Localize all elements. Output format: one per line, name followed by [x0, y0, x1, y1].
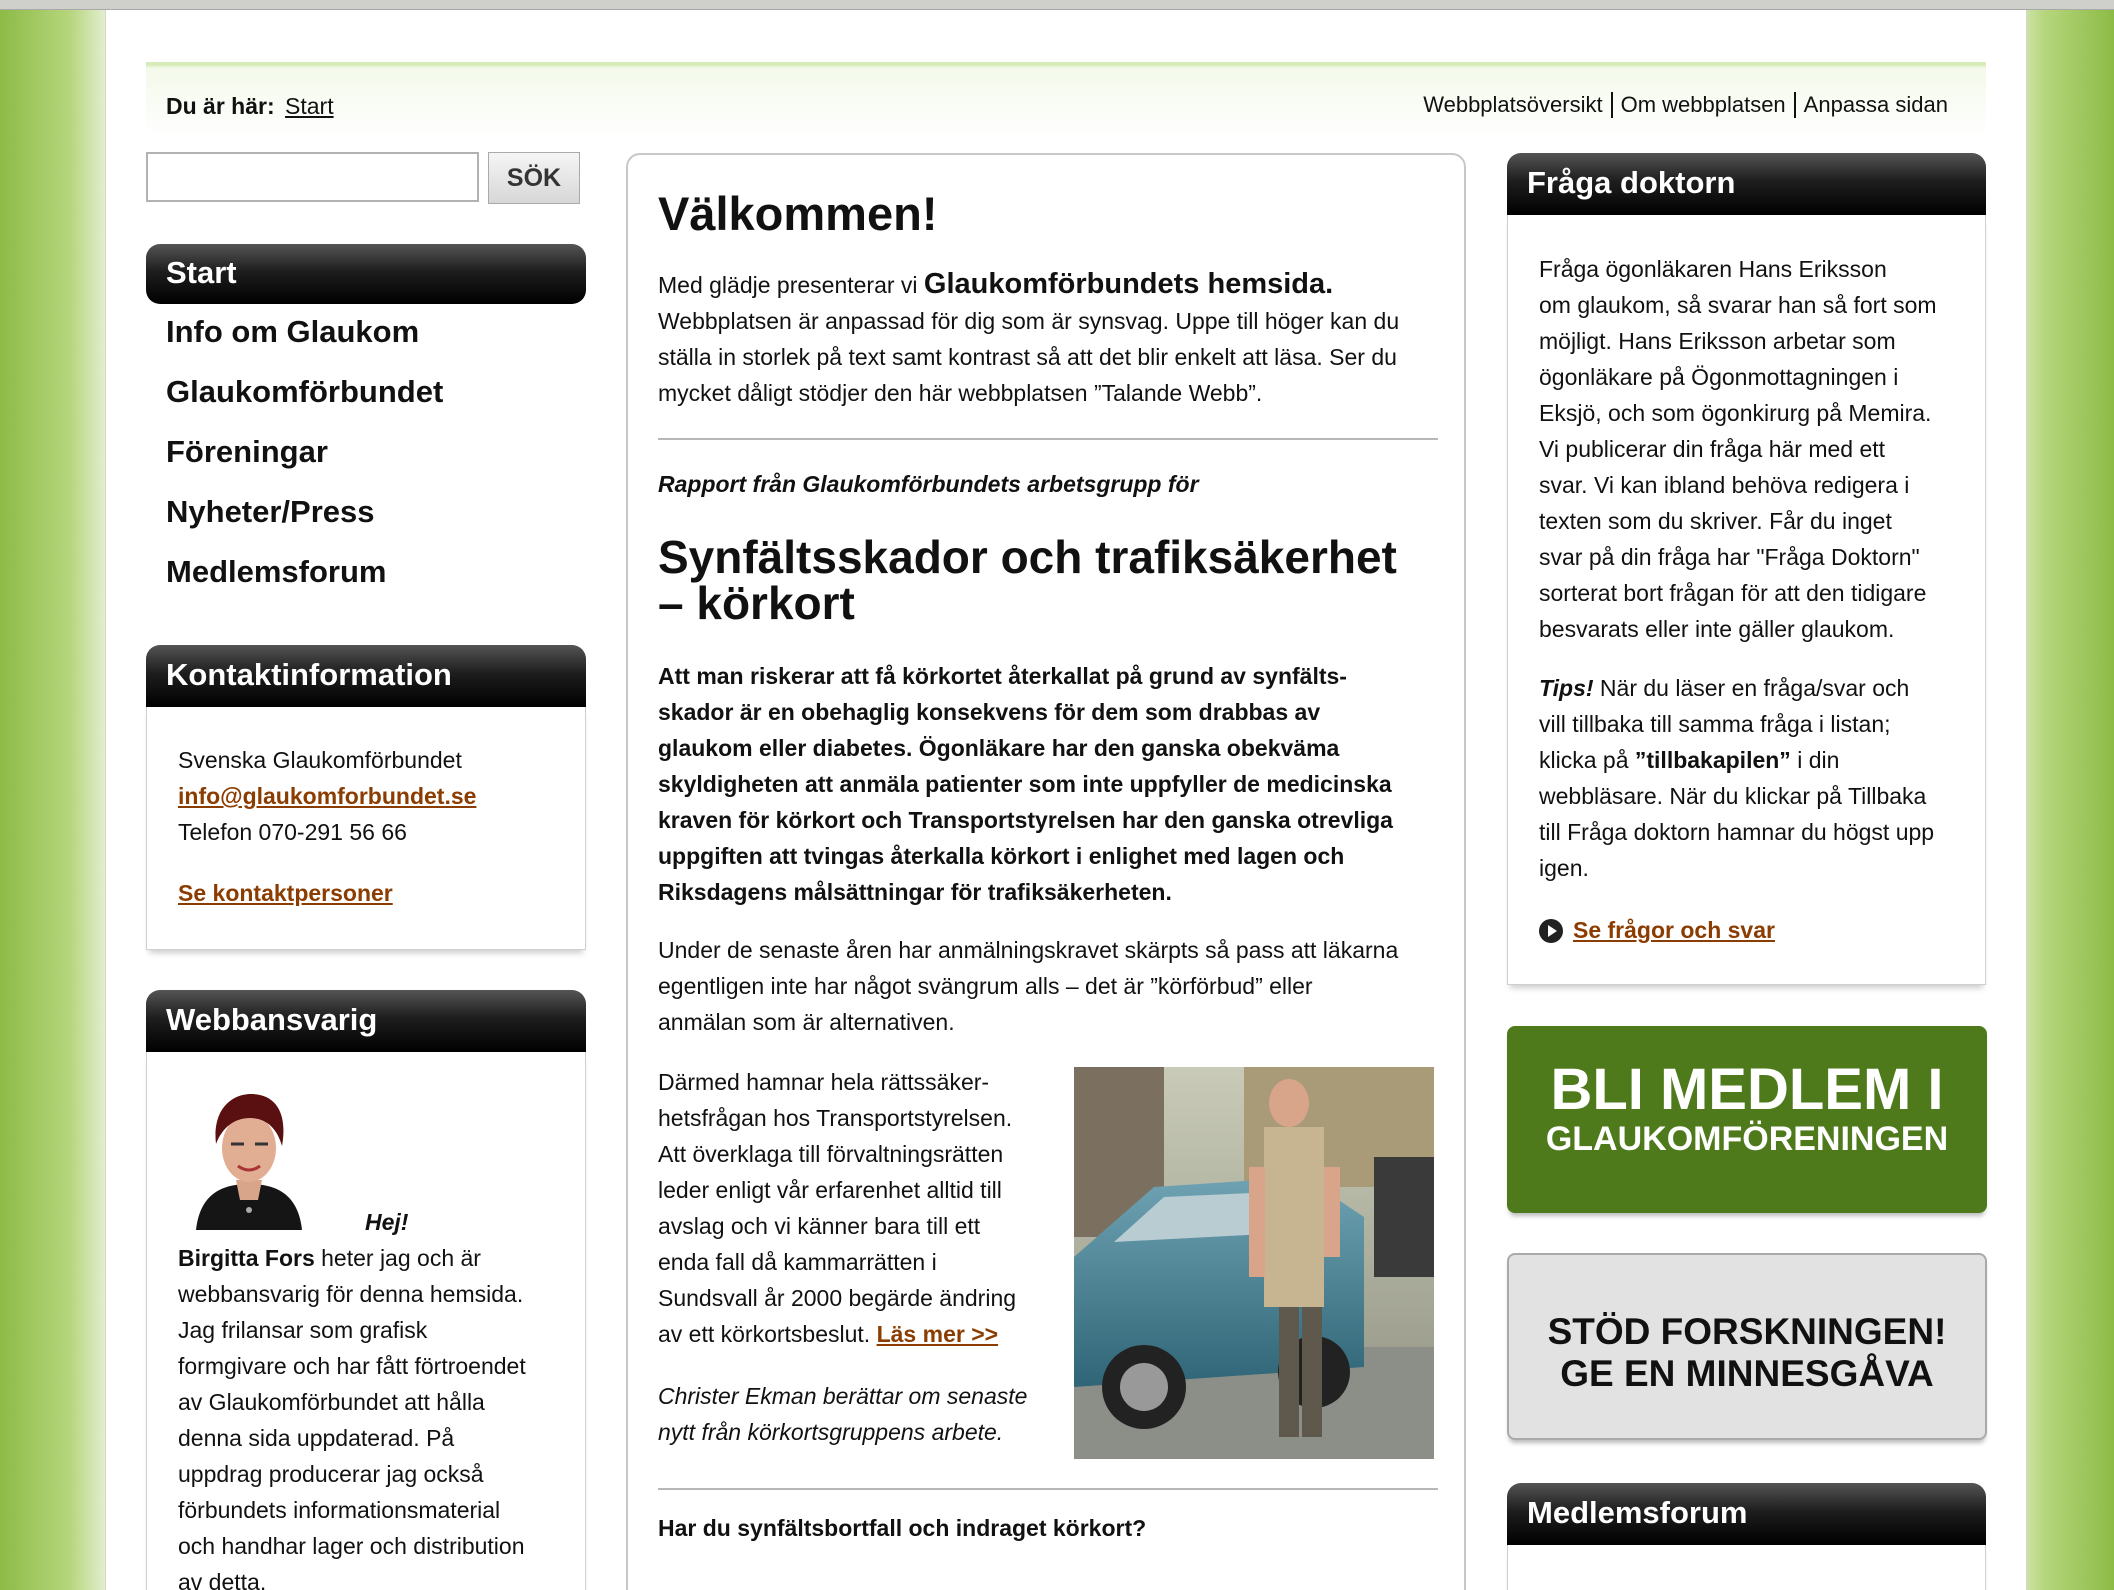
article-paragraph-2: Under de senaste åren har anmälningskravet skärpts så pass att läkarna egentligen inte har något svängrum alls – det är ”körförbud” eller anmälan som är alternativen. — [658, 937, 1399, 1035]
tips-text: Tips! När du läser en fråga/svar och vill tillbaka till samma fråga i listan; klicka på ”tillbakapilen” i din webbläsare. När du klickar på Tillbaka till Fråga doktorn hamnar du högst upp igen. — [1539, 675, 1935, 881]
nav-item-nyheter-press[interactable]: Nyheter/Press — [166, 494, 375, 529]
nav-item-glaukomforbundet[interactable]: Glaukomförbundet — [166, 374, 444, 409]
article-photo — [1074, 1067, 1434, 1459]
play-arrow-icon — [1539, 919, 1563, 943]
sitemap-link[interactable]: Webbplatsöversikt — [1423, 92, 1603, 117]
contact-heading: Kontaktinformation — [146, 645, 586, 707]
divider — [658, 1488, 1438, 1490]
photo-caption: Christer Ekman berättar om senaste nytt från körkortsgruppens arbete. — [658, 1383, 1028, 1445]
search-input[interactable] — [146, 152, 479, 202]
article-paragraph-3: Därmed hamnar hela rättssäker- hetsfrågan hos Transportstyrelsen. Att överklaga till förvaltningsrätten leder enligt vår erfarenhet alltid till avslag och vi känner bara till ett enda fall då kammarrätten i Sundsvall år 2000 begärde ändring av ett körkortsbeslut. Läs mer >> — [658, 1069, 1017, 1347]
intro-text: Med glädje presenterar vi Glaukomförbundets hemsida. Webbplatsen är anpassad för dig som är synsvag. Uppe till höger kan du ställa in storlek på text samt kontrast så att det blir enkelt att läsa. Ser du mycket dåligt stödjer den här webbplatsen ”Talande Webb”. — [658, 268, 1400, 406]
webmaster-name: Birgitta Fors — [178, 1245, 315, 1271]
webmaster-photo — [178, 1088, 320, 1230]
webmaster-text: Birgitta Fors heter jag och är webbansvarig för denna hemsida. Jag frilansar som grafisk formgivare och har fått förtroendet av Glaukomförbundet att hålla denna sida uppdaterad. På uppdrag producerar jag också förbundets informationsmaterial och handhar lager och distribution av detta. — [178, 1245, 526, 1590]
breadcrumb-bar — [146, 62, 1986, 137]
browser-top-border — [0, 0, 2114, 10]
breadcrumb-link-start[interactable]: Start — [285, 93, 334, 119]
see-questions-link[interactable]: Se frågor och svar — [1573, 917, 1775, 943]
contact-phone: Telefon 070-291 56 66 — [178, 819, 407, 845]
contact-email-link[interactable]: info@glaukomforbundet.se — [178, 783, 477, 809]
contact-persons-link[interactable]: Se kontaktpersoner — [178, 880, 393, 906]
about-site-link[interactable]: Om webbplatsen — [1611, 92, 1796, 118]
forum-box — [1507, 1545, 1986, 1590]
nav-item-start[interactable]: Start — [146, 244, 586, 304]
nav-item-medlemsforum[interactable]: Medlemsforum — [166, 554, 387, 589]
breadcrumb-label: Du är här: — [166, 93, 275, 119]
webmaster-heading: Webbansvarig — [146, 990, 586, 1052]
article-lead: Att man riskerar att få körkortet återkallat på grund av synfälts- skador är en obehaglig konsekvens för dem som drabbas av glaukom eller diabetes. Ögonläkare har den ganska obekväma skyldigheten att anmäla patienter som inte uppfyller de medicinska kraven för körkort och Transportstyrelsen har den ganska otrevliga uppgiften att tvingas återkalla körkort i enlighet med lagen och Riksdagens målsättningar för trafiksäkerheten. — [658, 663, 1393, 905]
become-member-banner[interactable]: BLI MEDLEM I GLAUKOMFÖRENINGEN — [1507, 1026, 1987, 1213]
support-research-banner[interactable]: STÖD FORSKNINGEN! GE EN MINNESGÅVA — [1507, 1253, 1987, 1440]
customize-page-link[interactable]: Anpassa sidan — [1803, 92, 1948, 117]
read-more-link[interactable]: Läs mer >> — [876, 1321, 999, 1347]
report-label: Rapport från Glaukomförbundets arbetsgrupp för — [658, 471, 1199, 497]
top-links — [1423, 92, 1956, 118]
see-questions-row[interactable] — [1539, 912, 1959, 948]
nav-item-foreningar[interactable]: Föreningar — [166, 434, 328, 469]
ask-doctor-text: Fråga ögonläkaren Hans Eriksson om glaukom, så svarar han så fort som möjligt. Hans Eriksson arbetar som ögonläkare på Ögonmottagningen i Eksjö, och som ögonkirurg på Memira. Vi publicerar din fråga här med ett svar. Vi kan ibland behöva redigera i texten som du skriver. Får du inget svar på din fråga har "Fråga Doktorn" sorterat bort frågan för att den tidigare besvarats eller inte gäller glaukom. — [1539, 256, 1937, 642]
question-heading: Har du synfältsbortfall och indraget körkort? — [658, 1515, 1147, 1541]
forum-heading: Medlemsforum — [1507, 1483, 1986, 1545]
page-title: Välkommen! — [658, 187, 938, 240]
article-title: Synfältsskador och trafiksäkerhet – körkort — [658, 531, 1397, 629]
ask-doctor-heading: Fråga doktorn — [1507, 153, 1986, 215]
webmaster-greeting: Hej! — [365, 1209, 409, 1235]
breadcrumb — [166, 93, 334, 120]
divider — [658, 438, 1438, 440]
search-button[interactable]: SÖK — [488, 152, 580, 204]
contact-org: Svenska Glaukomförbundet — [178, 747, 462, 773]
nav-item-info-om-glaukom[interactable]: Info om Glaukom — [166, 314, 420, 349]
